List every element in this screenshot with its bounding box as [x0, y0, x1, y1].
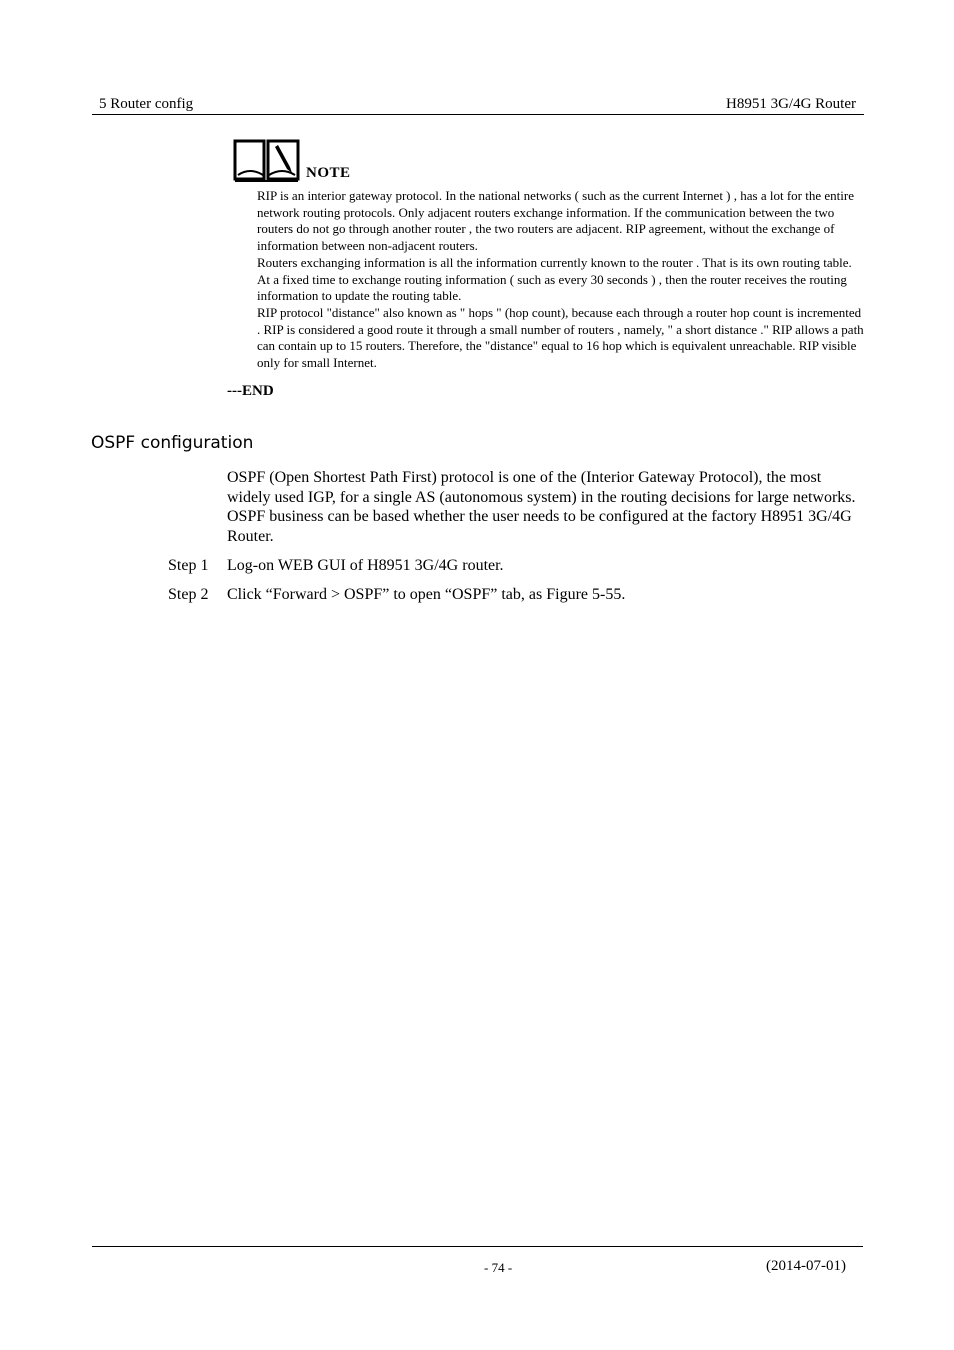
note-paragraph: RIP protocol "distance" also known as " hops " (hop count), because each through a router hop count is incremented . RIP is considered a good route it through a small number of routers , namely, " a short distance ." RIP allows a path can contain up to 15 routers. Therefore, the "distance" equal to 16 hop which is equivalent unreachable. RIP visible only for small Internet.: [257, 304, 864, 371]
note-head: [232, 135, 864, 185]
end-marker: ---END: [227, 383, 274, 399]
page-number: - 74 -: [484, 1260, 513, 1275]
header-chapter: 5 Router config: [99, 96, 194, 112]
step-text: Log-on WEB GUI of H8951 3G/4G router.: [227, 557, 504, 574]
note-paragraph: Routers exchanging information is all the information currently known to the router . That is its own routing table. At a fixed time to exchange routing information ( such as every 30 seconds ) , then the router receives the routing information to update the routing table.: [257, 254, 852, 304]
section-intro: OSPF (Open Shortest Path First) protocol is one of the (Interior Gateway Protocol), the most widely used IGP, for a single AS (autonomous system) in the routing decisions for large networks. OSPF business can be based whether the user needs to be configured at the factory H8951 3G/4G Router.: [227, 469, 856, 545]
step-label: Step 1: [168, 557, 209, 574]
footer-rule: [92, 1246, 863, 1247]
page-header: [92, 96, 864, 115]
note-label: NOTE: [306, 165, 351, 181]
header-product: H8951 3G/4G Router: [726, 96, 856, 112]
note-block: [232, 135, 864, 371]
note-paragraph: RIP is an interior gateway protocol. In the national networks ( such as the current Internet ) , has a lot for the entire network routing protocols. Only adjacent routers exchange information. If the communication between the two routers do not go through another router , the two routers are adjacent. RIP agreement, without the exchange of information between non-adjacent routers.: [257, 188, 854, 254]
step-text: Click “Forward > OSPF” to open “OSPF” tab, as Figure 5-55.: [227, 586, 626, 603]
book-pen-icon: [232, 135, 302, 183]
note-text: [257, 188, 867, 372]
section-title: OSPF configuration: [91, 433, 254, 453]
page-date: (2014-07-01): [766, 1258, 846, 1274]
step-label: Step 2: [168, 586, 209, 603]
